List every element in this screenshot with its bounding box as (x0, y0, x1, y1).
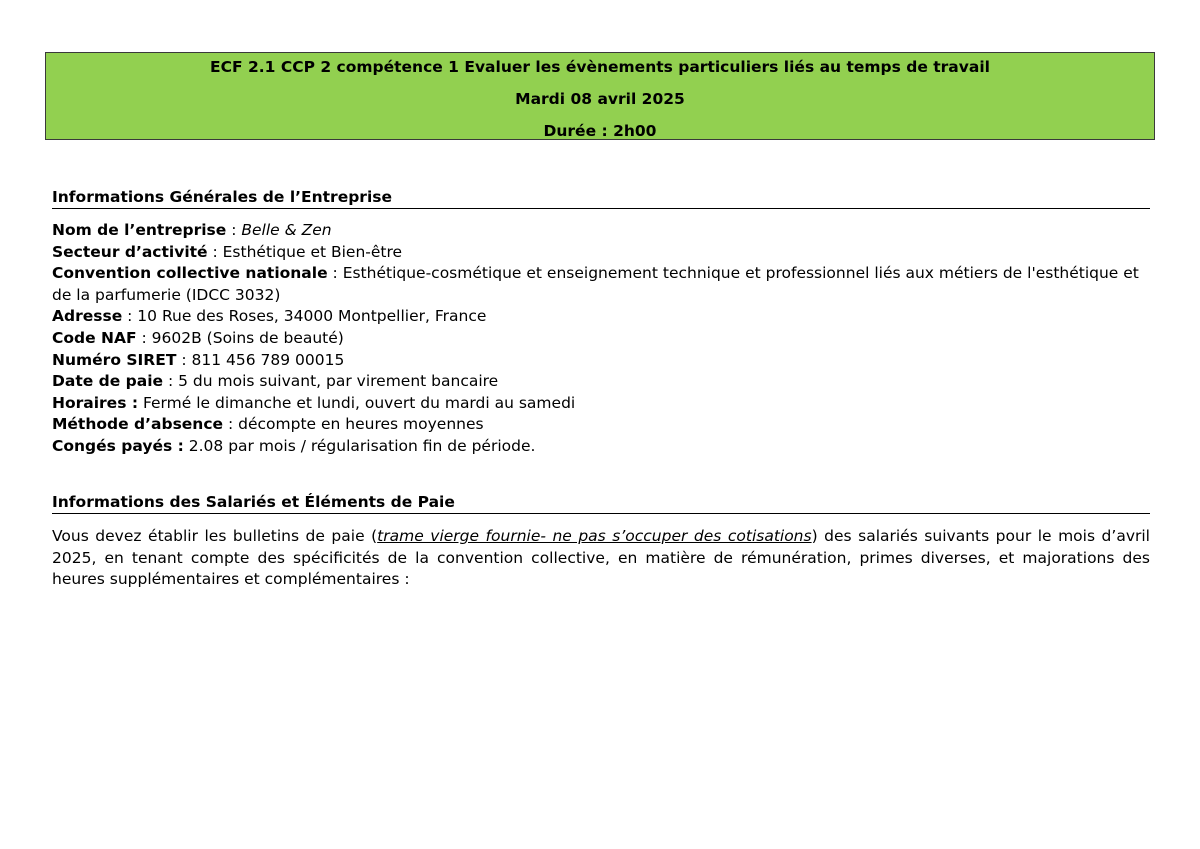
info-row-company-name: Nom de l’entreprise : Belle & Zen (52, 221, 332, 239)
info-label: Congés payés : (52, 436, 184, 455)
company-section-title: Informations Générales de l’Entreprise (52, 187, 1150, 209)
info-value: Esthétique-cosmétique et enseignement technique et professionnel liés aux métiers de l'esthétique et de la parfumerie (IDCC 3032) (52, 264, 1139, 304)
info-value: décompte en heures moyennes (238, 415, 484, 434)
info-value: 811 456 789 00015 (191, 350, 345, 369)
info-label: Méthode d’absence (52, 415, 224, 434)
company-info-list (52, 220, 1150, 458)
exam-title: ECF 2.1 CCP 2 compétence 1 Evaluer les évènements particuliers liés au temps de travail (210, 58, 990, 76)
info-row-sector: Secteur d’activité : Esthétique et Bien-être (52, 242, 403, 261)
info-label: Horaires : (52, 393, 139, 412)
employee-intro-paragraph: Vous devez établir les bulletins de paie (trame vierge fournie- ne pas s’occuper des cotisations) des salariés suivants pour le mois d’avril 2025, en tenant compte des spécificités de la convention collective, en matière de rémunération, primes diverses, et majorations des heures supplémentaires et complémentaires : (52, 527, 1150, 589)
info-label: Secteur d’activité (52, 242, 208, 261)
info-value: Belle & Zen (241, 221, 332, 239)
info-label: Date de paie (52, 372, 164, 391)
info-row-paid-leave (52, 436, 1150, 458)
info-row-absence-method: Méthode d’absence : décompte en heures moyennes (52, 415, 484, 434)
info-label: Adresse (52, 307, 123, 326)
info-row-pay-date: Date de paie : 5 du mois suivant, par virement bancaire (52, 372, 499, 391)
info-row-hours (52, 393, 1150, 415)
info-label: Numéro SIRET (52, 350, 177, 369)
info-value: 9602B (Soins de beauté) (151, 328, 344, 347)
info-label: Convention collective nationale (52, 264, 328, 283)
info-row-siret: Numéro SIRET : 811 456 789 00015 (52, 350, 345, 369)
info-value: Fermé le dimanche et lundi, ouvert du mardi au samedi (142, 393, 576, 412)
employee-info-section (52, 492, 1150, 591)
info-label: Code NAF (52, 328, 137, 347)
info-row-naf-code: Code NAF : 9602B (Soins de beauté) (52, 328, 344, 347)
info-value: 10 Rue des Roses, 34000 Montpellier, France (137, 307, 487, 326)
exam-header-box (45, 52, 1155, 140)
employee-section-title: Informations des Salariés et Éléments de Paie (52, 492, 1150, 514)
info-value: 2.08 par mois / régularisation fin de période. (188, 436, 536, 455)
info-value: Esthétique et Bien-être (222, 242, 403, 261)
exam-duration: Durée : 2h00 (543, 122, 657, 140)
info-row-address: Adresse : 10 Rue des Roses, 34000 Montpellier, France (52, 307, 487, 326)
info-value: 5 du mois suivant, par virement bancaire (178, 372, 499, 391)
info-row-convention: Convention collective nationale : Esthétique-cosmétique et enseignement technique et professionnel liés aux métiers de l'esthétique et de la parfumerie (IDCC 3032) (52, 264, 1139, 304)
info-label: Nom de l’entreprise (52, 221, 227, 239)
template-note: trame vierge fournie- ne pas s’occuper des cotisations (377, 527, 812, 545)
company-info-section (52, 187, 1150, 458)
exam-date: Mardi 08 avril 2025 (515, 90, 685, 108)
